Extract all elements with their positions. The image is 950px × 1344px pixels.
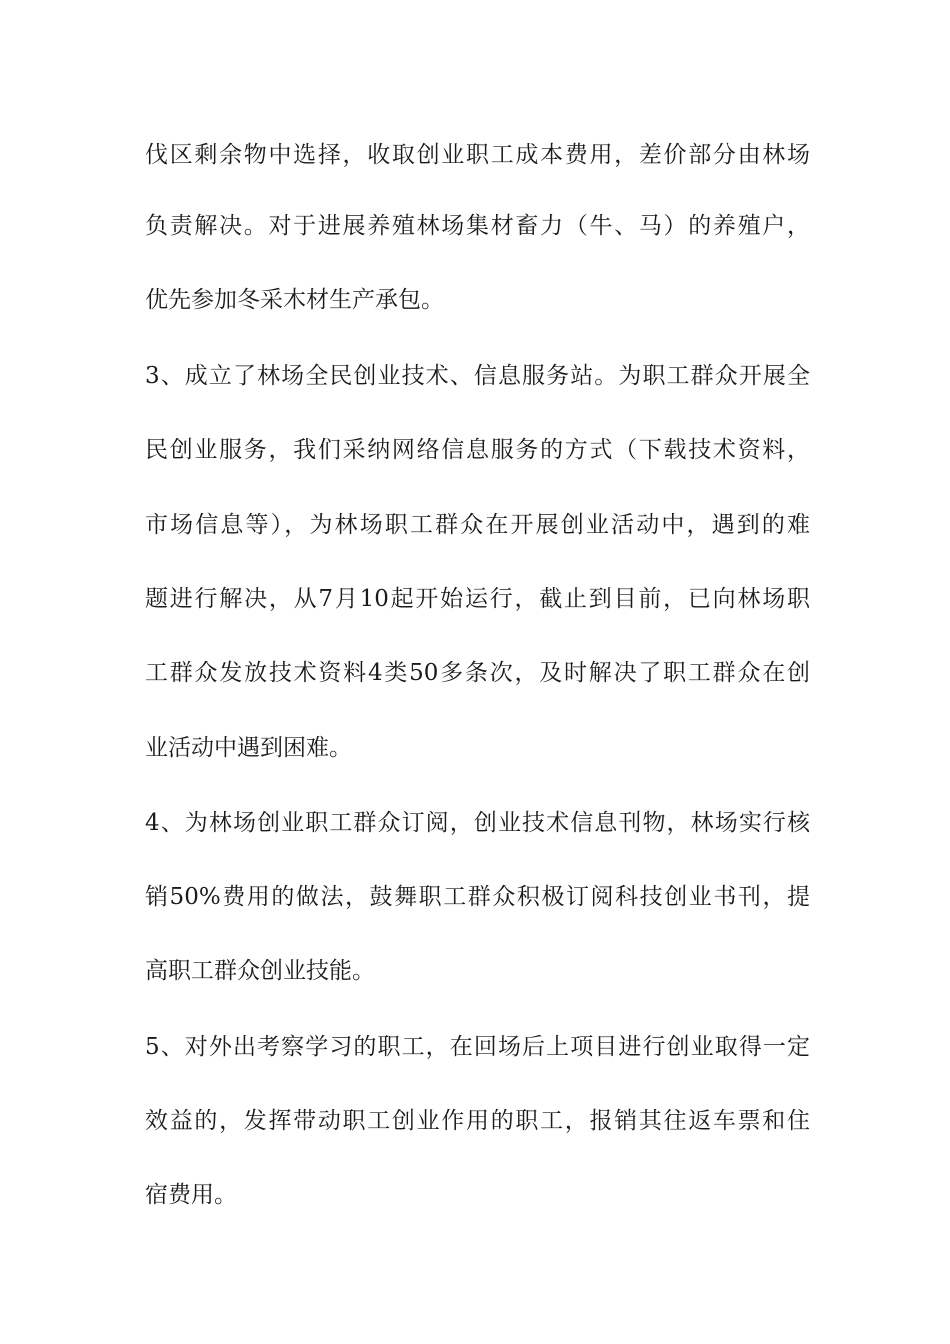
text-line: 宿费用。 [145,1182,237,1208]
text-line: 民创业服务，我们采纳网络信息服务的方式（下载技术资料， [145,437,810,463]
text-line: 负责解决。对于进展养殖林场集材畜力（牛、马）的养殖户， [145,213,810,239]
text-line: 业活动中遇到困难。 [145,735,352,761]
text-line: 效益的，发挥带动职工创业作用的职工，报销其往返车票和住 [145,1108,810,1134]
text-line: 销50%费用的做法，鼓舞职工群众积极订阅科技创业书刊，提 [145,884,810,910]
text-line: 3、成立了林场全民创业技术、信息服务站。为职工群众开展全 [145,363,810,389]
text-line: 工群众发放技术资料4类50多条次，及时解决了职工群众在创 [145,660,810,686]
text-line: 高职工群众创业技能。 [145,958,375,984]
text-line: 4、为林场创业职工群众订阅，创业技术信息刊物，林场实行核 [145,810,810,836]
text-line: 5、对外出考察学习的职工，在回场后上项目进行创业取得一定 [145,1034,810,1060]
text-line: 优先参加冬采木材生产承包。 [145,287,444,313]
text-line: 伐区剩余物中选择，收取创业职工成本费用，差价部分由林场 [145,142,810,168]
text-line: 市场信息等），为林场职工群众在开展创业活动中，遇到的难 [145,512,810,538]
text-line: 题进行解决，从7月10起开始运行，截止到目前，已向林场职 [145,586,810,612]
